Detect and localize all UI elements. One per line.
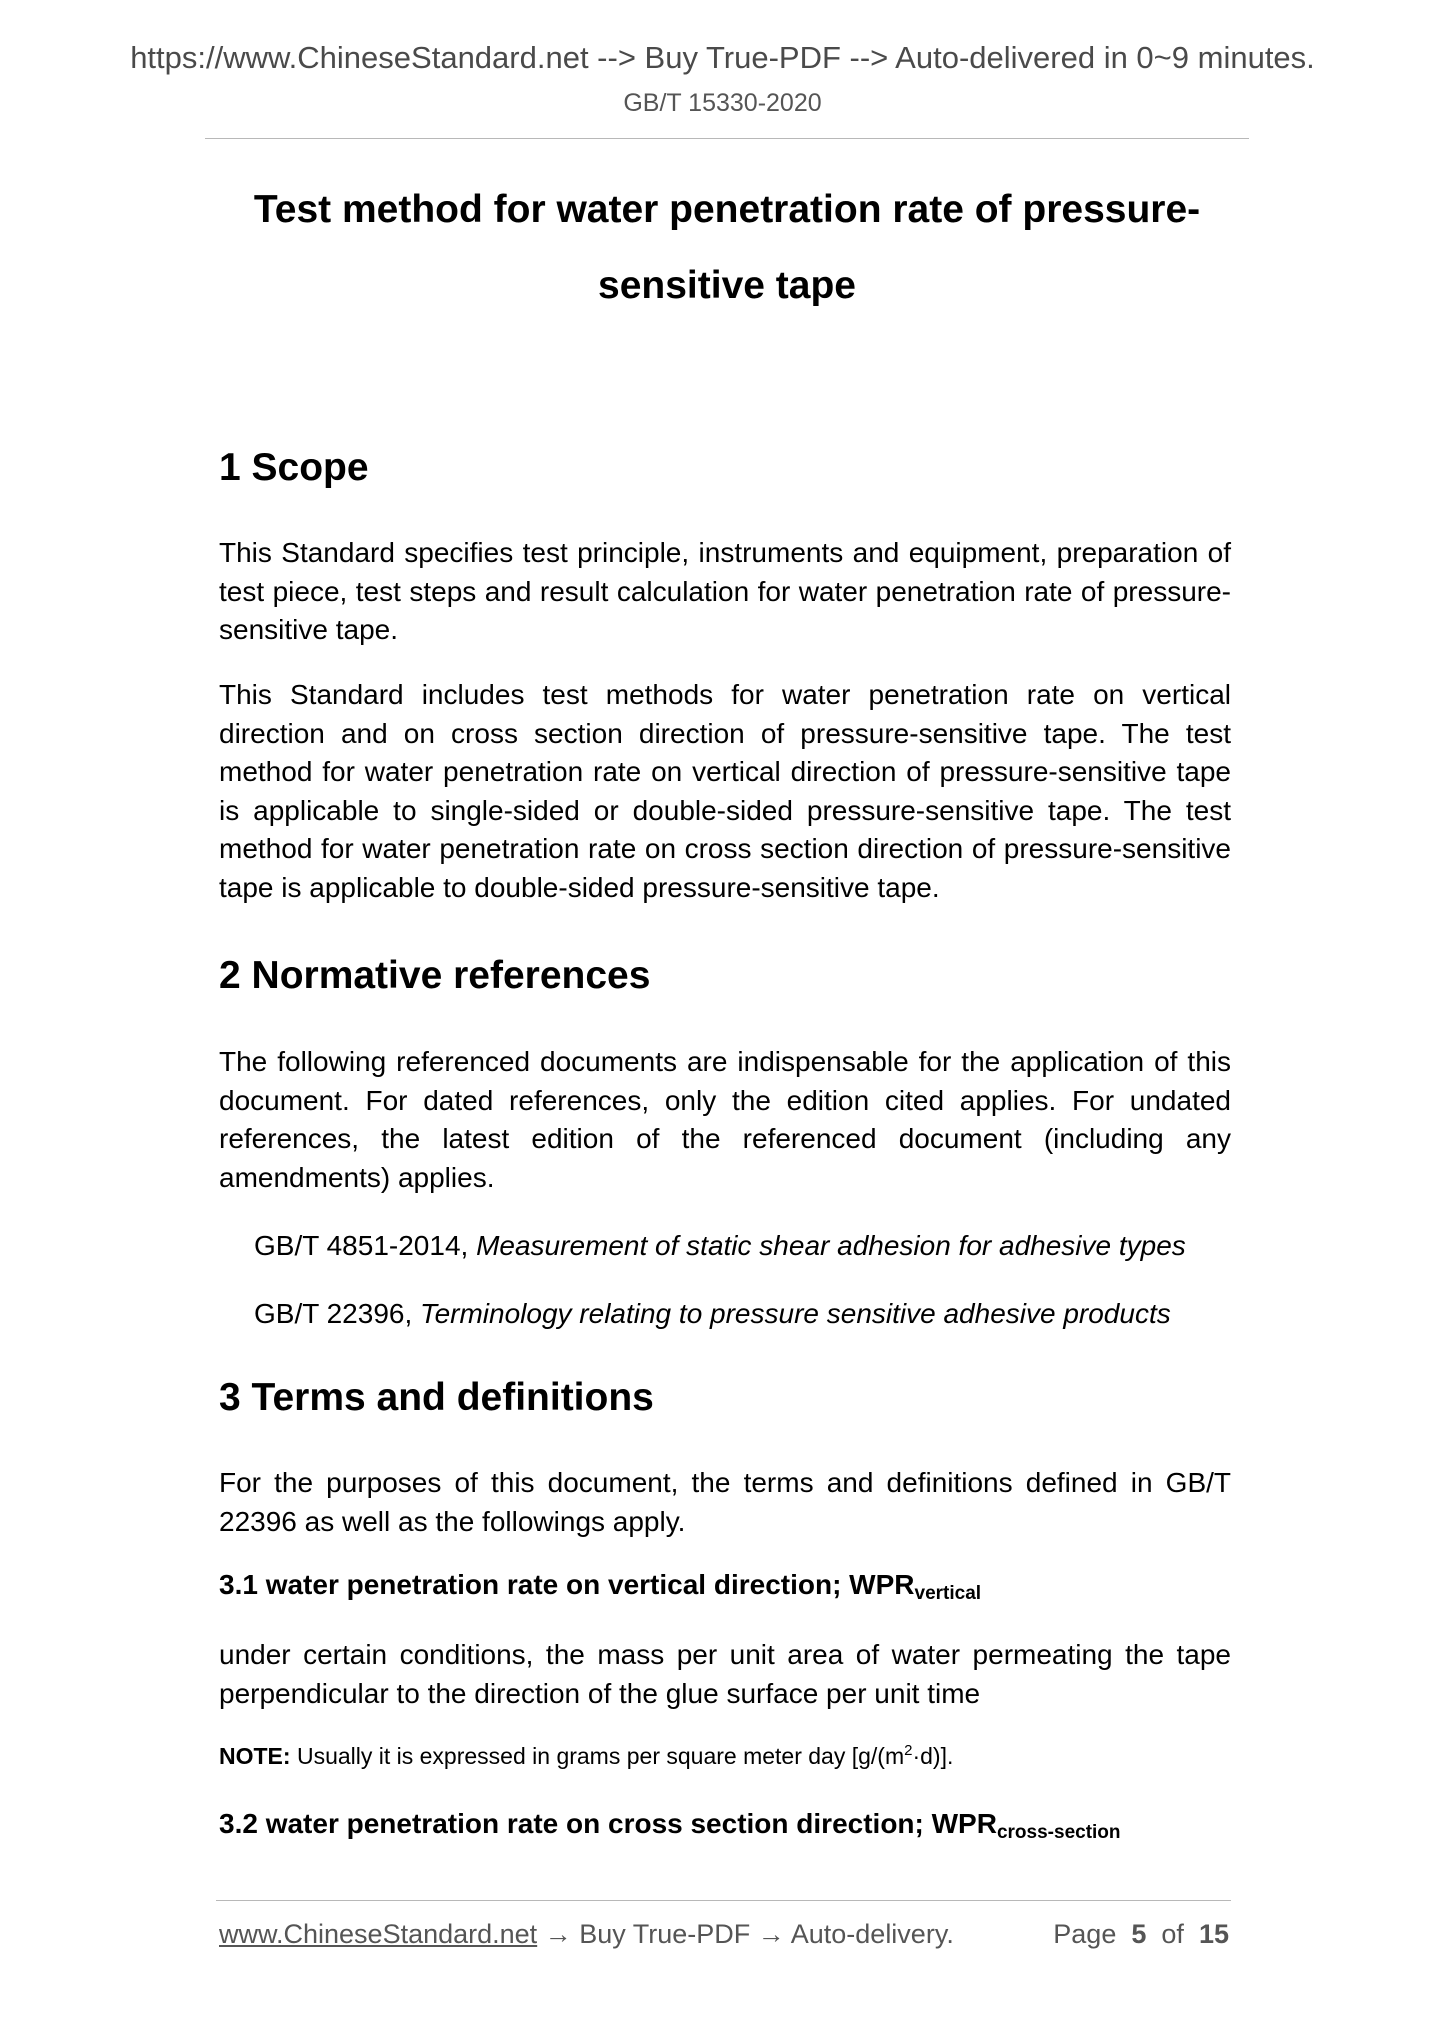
reference-item bbox=[254, 1230, 1186, 1262]
note-superscript: 2 bbox=[904, 1742, 913, 1759]
term-3-1-definition: under certain conditions, the mass per unit area of water permeating the tape perpendicular to the direction of the glue surface per unit time bbox=[219, 1639, 1231, 1709]
header-divider bbox=[205, 138, 1249, 139]
term-3-1-subscript: vertical bbox=[914, 1583, 982, 1604]
term-3-2-subscript: cross-section bbox=[996, 1822, 1121, 1843]
scope-paragraph-2: This Standard includes test methods for water penetration rate on vertical direction and on cross section direction of pressure-sensitive tape. The test method for water penetration rate on vertical direction of pressure-sensitive tape is applicable to single-sided or double-sided pressure-sensitive tape. The test method for water penetration rate on cross section direction of pressure-sensitive tape is applicable to double-sided pressure-sensitive tape. bbox=[219, 679, 1231, 903]
note-text-end: ·d)]. bbox=[912, 1743, 954, 1769]
document-title-line-1: Test method for water penetration rate of pressure- bbox=[253, 188, 1201, 231]
page-word: Page bbox=[1053, 1919, 1117, 1949]
term-3-1-heading bbox=[219, 1569, 981, 1605]
footer-divider bbox=[216, 1900, 1231, 1901]
terms-paragraph: For the purposes of this document, the terms and definitions defined in GB/T 22396 as well as the followings apply. bbox=[219, 1467, 1231, 1537]
term-3-1-label: 3.1 water penetration rate on vertical direction; WPR bbox=[219, 1569, 915, 1600]
footer-website-link[interactable]: www.ChineseStandard.net bbox=[219, 1919, 538, 1949]
footer-left bbox=[219, 1919, 954, 1950]
section-heading-scope: 1 Scope bbox=[219, 446, 369, 489]
note-text: Usually it is expressed in grams per square meter day [g/(m bbox=[290, 1743, 905, 1769]
term-3-1-note bbox=[219, 1742, 953, 1770]
references-paragraph: The following referenced documents are indispensable for the application of this document. For dated references, only the edition cited applies. For undated references, the latest edition of the referenced document (including any amendments) applies. bbox=[219, 1046, 1231, 1193]
term-3-2-label: 3.2 water penetration rate on cross section direction; WPR bbox=[219, 1808, 997, 1839]
reference-code: GB/T 22396, bbox=[254, 1298, 421, 1329]
page-indicator bbox=[1053, 1919, 1229, 1950]
reference-title: Measurement of static shear adhesion for adhesive types bbox=[476, 1230, 1186, 1261]
term-3-2-heading bbox=[219, 1808, 1121, 1844]
note-label: NOTE: bbox=[219, 1743, 291, 1769]
header-banner: https://www.ChineseStandard.net --> Buy True-PDF --> Auto-delivered in 0~9 minutes. bbox=[130, 40, 1315, 75]
reference-code: GB/T 4851-2014, bbox=[254, 1230, 477, 1261]
of-word: of bbox=[1161, 1919, 1184, 1949]
reference-item bbox=[254, 1298, 1171, 1330]
section-heading-references: 2 Normative references bbox=[219, 954, 651, 997]
section-heading-terms: 3 Terms and definitions bbox=[219, 1376, 654, 1419]
document-title-line-2: sensitive tape bbox=[598, 264, 856, 307]
scope-paragraph-1: This Standard specifies test principle, instruments and equipment, preparation of test piece, test steps and result calculation for water penetration rate of pressure-sensitive tape. bbox=[219, 537, 1231, 645]
reference-title: Terminology relating to pressure sensitive adhesive products bbox=[420, 1298, 1171, 1329]
page-number: 5 bbox=[1131, 1919, 1147, 1949]
footer-tagline: → Buy True-PDF → Auto-delivery. bbox=[537, 1919, 954, 1949]
page-total: 15 bbox=[1198, 1919, 1229, 1949]
standard-code: GB/T 15330-2020 bbox=[623, 89, 822, 117]
